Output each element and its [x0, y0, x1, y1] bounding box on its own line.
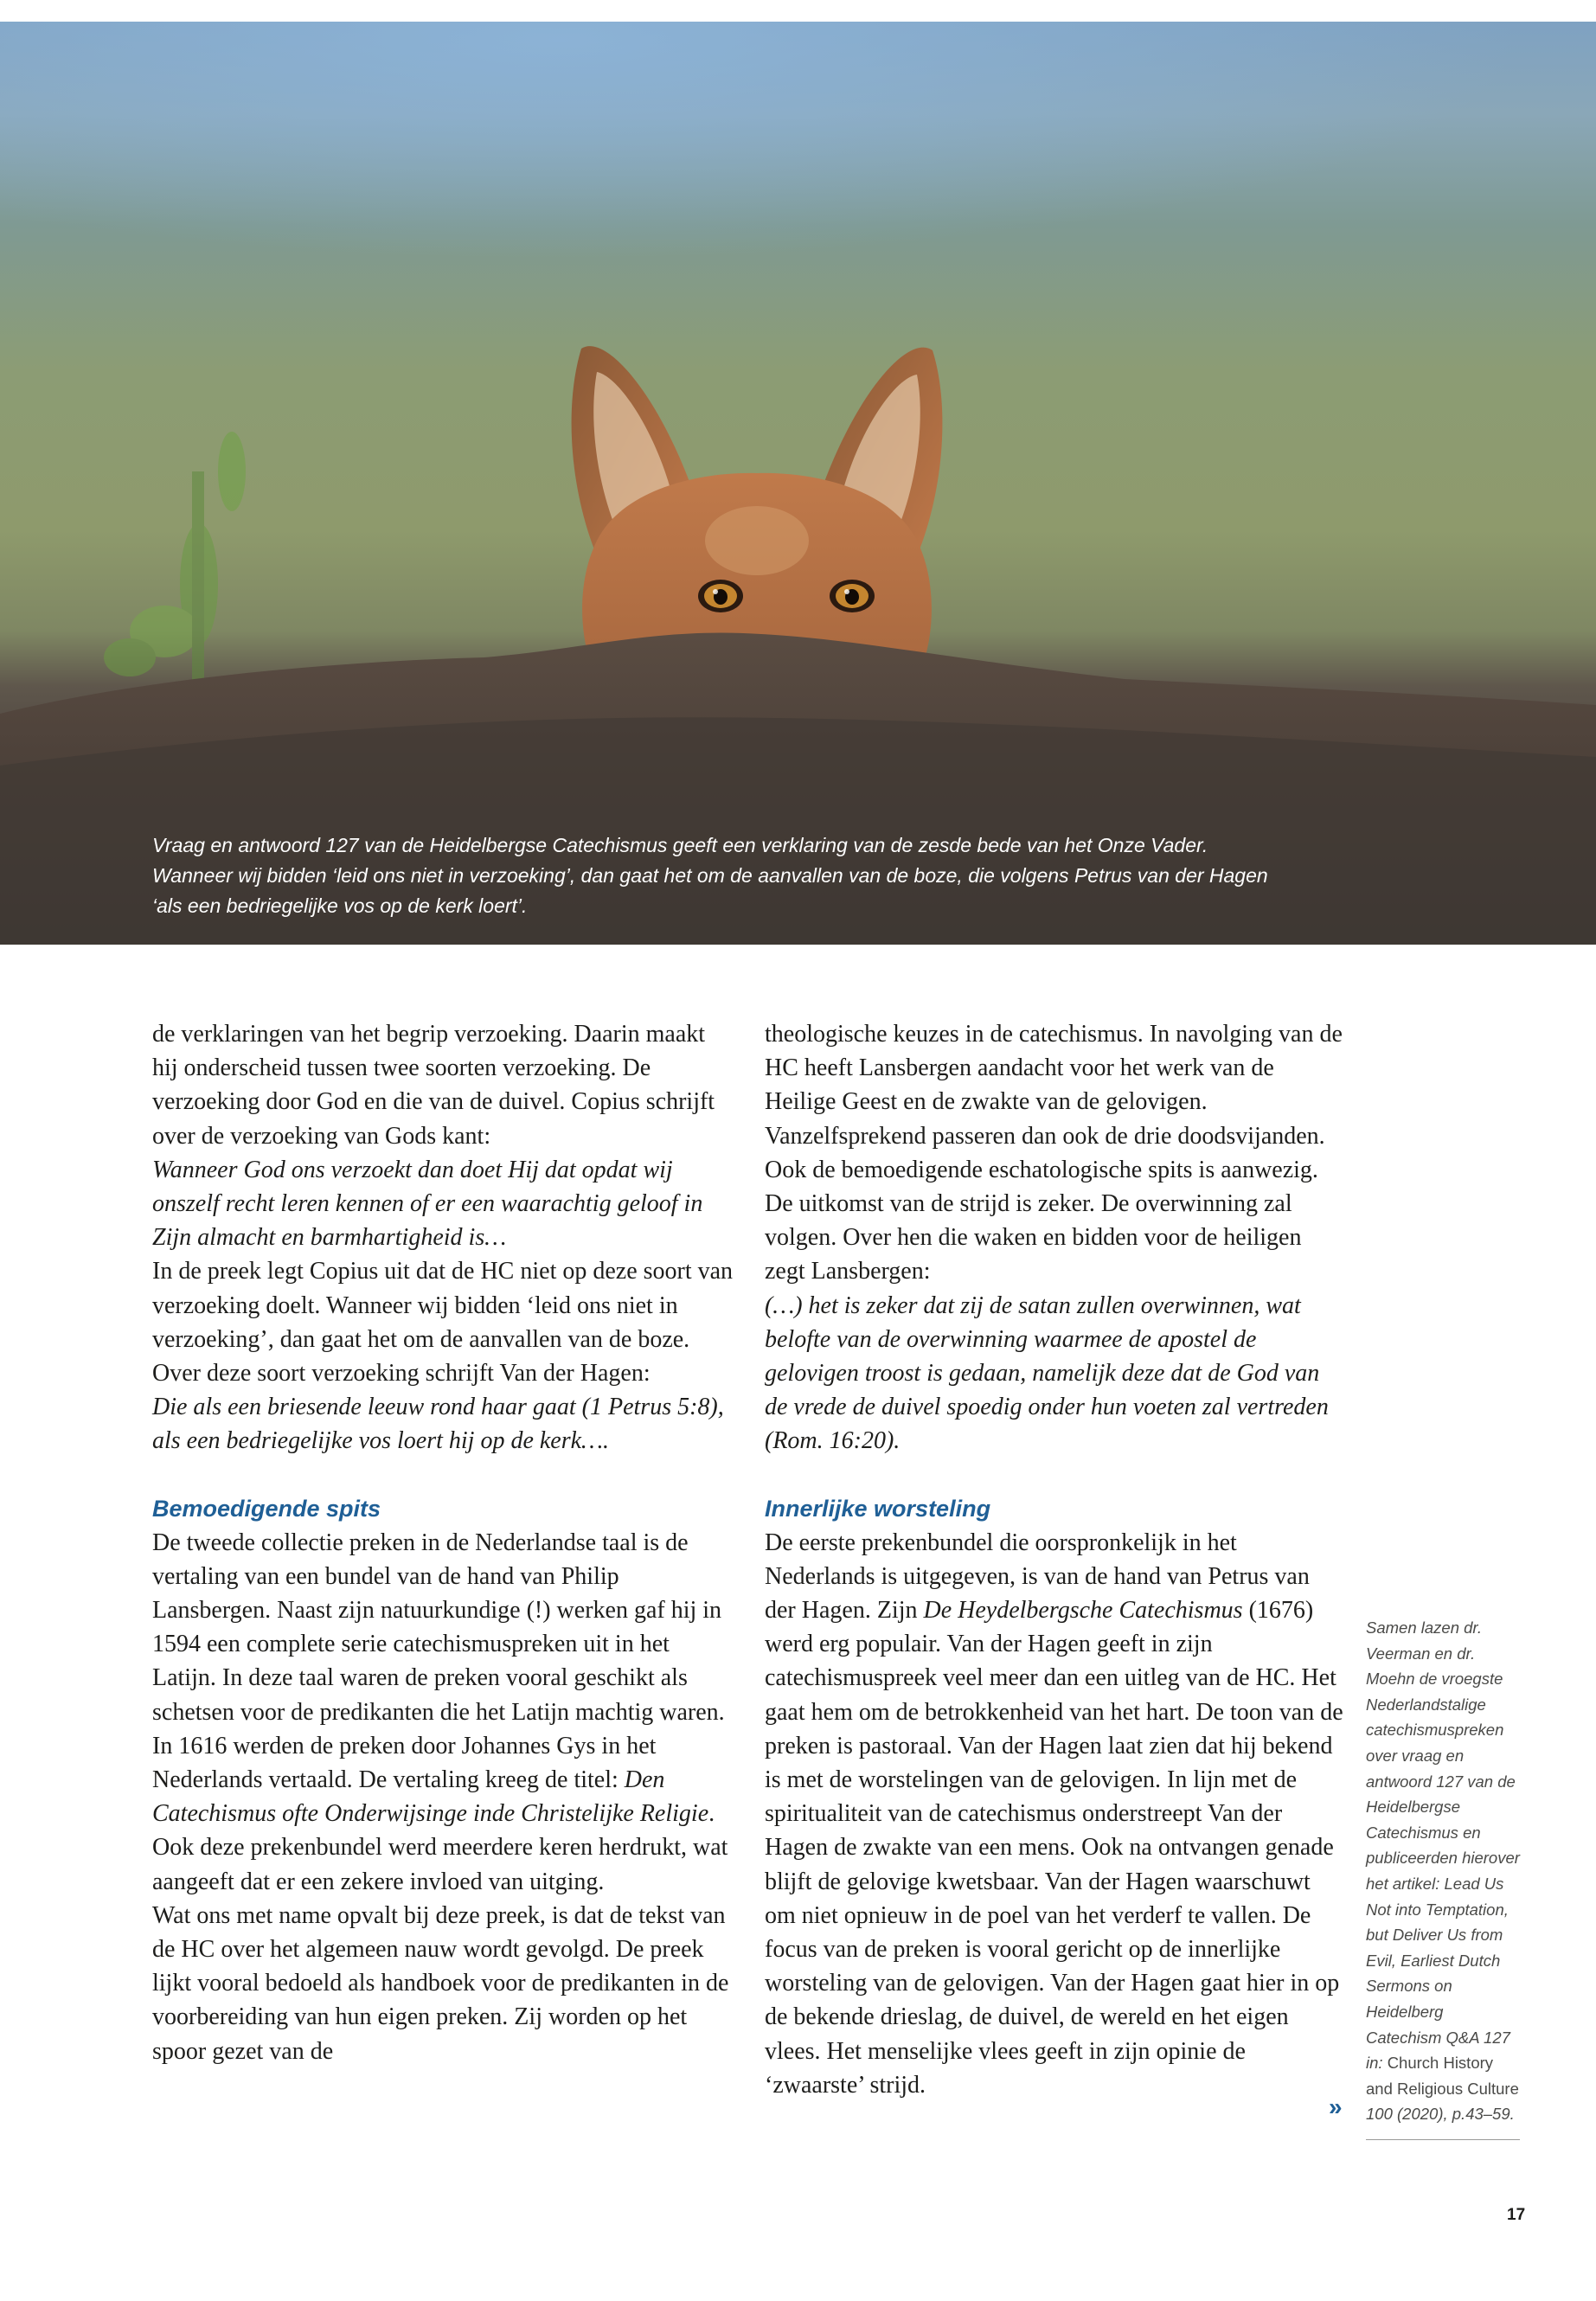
left-paragraph-3-end: . Ook deze prekenbundel werd meerdere keren herdrukt, wat aangeeft dat er een zekere invloed van uitging. [152, 1800, 728, 1895]
section-heading-bemoedigende-spits: Bemoedigende spits [152, 1495, 381, 1522]
left-paragraph-4: Wat ons met name opvalt bij deze preek, is dat de tekst van de HC over het algemeen nauw wordt gevolgd. De preek lijkt vooral bedoeld als handboek voor de predikanten in de voorbereiding van hun eigen preken. Zij worden op het spoor gezet van de [152, 1901, 729, 2065]
book-title-heydelbergsche-catechismus: De Heydelbergsche Catechismus [923, 1597, 1243, 1625]
right-paragraph-2 [765, 1526, 1346, 2102]
left-paragraph-2: In de preek legt Copius uit dat de HC niet op deze soort van verzoeking doelt. Wanneer wij bidden ‘leid ons niet in verzoeking’, dan gaat het om de aanvallen van de boze. Over deze soort verzoeking schrijft Van der Hagen: [152, 1258, 734, 1388]
continue-arrow-icon: » [1329, 2093, 1343, 2120]
sidenote-journal: Church History and Religious Culture [1366, 2054, 1519, 2098]
left-paragraph-3-start: De tweede collectie preken in de Nederlandse taal is de vertaling van een bundel van de hand van Philip Lansbergen. Naast zijn natuurkundige (!) werken gaf hij in 1594 een complete serie catechismuspreken uit in het Latijn. In deze taal waren de preken vooral geschikt als schetsen voor de predikanten die het Latijn machtig waren. In 1616 werden de preken door Johannes Gys in het Nederlands vertaald. De vertaling kreeg de titel: [152, 1529, 725, 1794]
page-number: 17 [1507, 2206, 1526, 2224]
fox-photo [0, 22, 1596, 945]
left-paragraph-3 [152, 1526, 734, 1899]
sidenote [1366, 1615, 1520, 2140]
sidenote-text-start: Samen lazen dr. Veerman en dr. Moehn de vroegste Nederlandstalige catechismuspreken over vraag en antwoord 127 van de Heidelbergse Catechismus en publiceerden hierover het artikel: Lead Us Not into Temptation, but Deliver Us from Evil, Earliest Dutch Sermons on Heidelberg Catechism Q&A 127 in: [1366, 1618, 1520, 2073]
section-heading-innerlijke-worsteling: Innerlijke worsteling [765, 1495, 991, 1522]
left-quote-2: Die als een briesende leeuw rond haar gaat (1 Petrus 5:8), als een bedriegelijke vos loert hij op de kerk…. [152, 1394, 724, 1455]
sidenote-text-end: 100 (2020), p.43–59. [1366, 2105, 1515, 2124]
photo-caption: Vraag en antwoord 127 van de Heidelbergse Catechismus geeft een verklaring van de zesde bede van het Onze Vader. Wanneer wij bidden ‘leid ons niet in verzoeking’, dan gaat het om de aanvallen van de boze, die volgens Petrus van der Hagen ‘als een bedriegelijke vos op de kerk loert’. [152, 834, 1268, 917]
fox-illustration [0, 22, 1596, 945]
left-quote-1: Wanneer God ons verzoekt dan doet Hij dat opdat wij onszelf recht leren kennen of er een waarachtig geloof in Zijn almacht en barmhartigheid is… [152, 1156, 703, 1252]
right-paragraph-2-end: (1676) werd erg populair. Van der Hagen geeft in zijn catechismuspreek veel meer dan een uitleg van de HC. Het gaat hem om de betrokkenheid van het hart. De toon van de preken is pastoraal. Van der Hagen laat zien dat hij bekend is met de worstelingen van de gelovigen. In lijn met de spiritualiteit van de catechismus onderstreept Van der Hagen de zwakte van een mens. Ook na ontvangen genade blijft de gelovige kwetsbaar. Van der Hagen waarschuwt om niet opnieuw in de poel van het verderf te vallen. De focus van de preken is vooral gericht op de innerlijke worsteling van de gelovigen. Van der Hagen gaat hier in op de bekende drieslag, de duivel, de wereld en het eigen vlees. Het menselijke vlees geeft in zijn opinie de ‘zwaarste’ strijd. [765, 1597, 1343, 2099]
right-paragraph-2-start: De eerste prekenbundel die oorspronkelijk in het Nederlands is uitgegeven, is van de hand van Petrus van der Hagen. Zijn [765, 1529, 1310, 1625]
right-quote-1: (…) het is zeker dat zij de satan zullen overwinnen, wat belofte van de overwinning waarmee de apostel de gelovigen troost is gedaan, namelijk deze dat de God van de vrede de duivel spoedig onder hun voeten zal vertreden (Rom. 16:20). [765, 1292, 1329, 1455]
left-column [152, 1017, 734, 2068]
left-paragraph-1: de verklaringen van het begrip verzoeking. Daarin maakt hij onderscheid tussen twee soorten verzoeking. De verzoeking door God en die van de duivel. Copius schrijft over de verzoeking van Gods kant: [152, 1021, 715, 1150]
book-title-den-catechismus: Den Catechismus ofte Onderwijsinge inde Christelijke Religie [152, 1766, 709, 1828]
right-column [765, 1017, 1346, 2102]
right-paragraph-1: theologische keuzes in de catechismus. In navolging van de HC heeft Lansbergen aandacht voor het werk van de Heilige Geest en de zwakte van de gelovigen. Vanzelfsprekend passeren dan ook de drie doodsvijanden. Ook de bemoedigende eschatologische spits is aanwezig. De uitkomst van de strijd is zeker. De overwinning zal volgen. Over hen die waken en bidden voor de heiligen zegt Lansbergen: [765, 1021, 1343, 1285]
